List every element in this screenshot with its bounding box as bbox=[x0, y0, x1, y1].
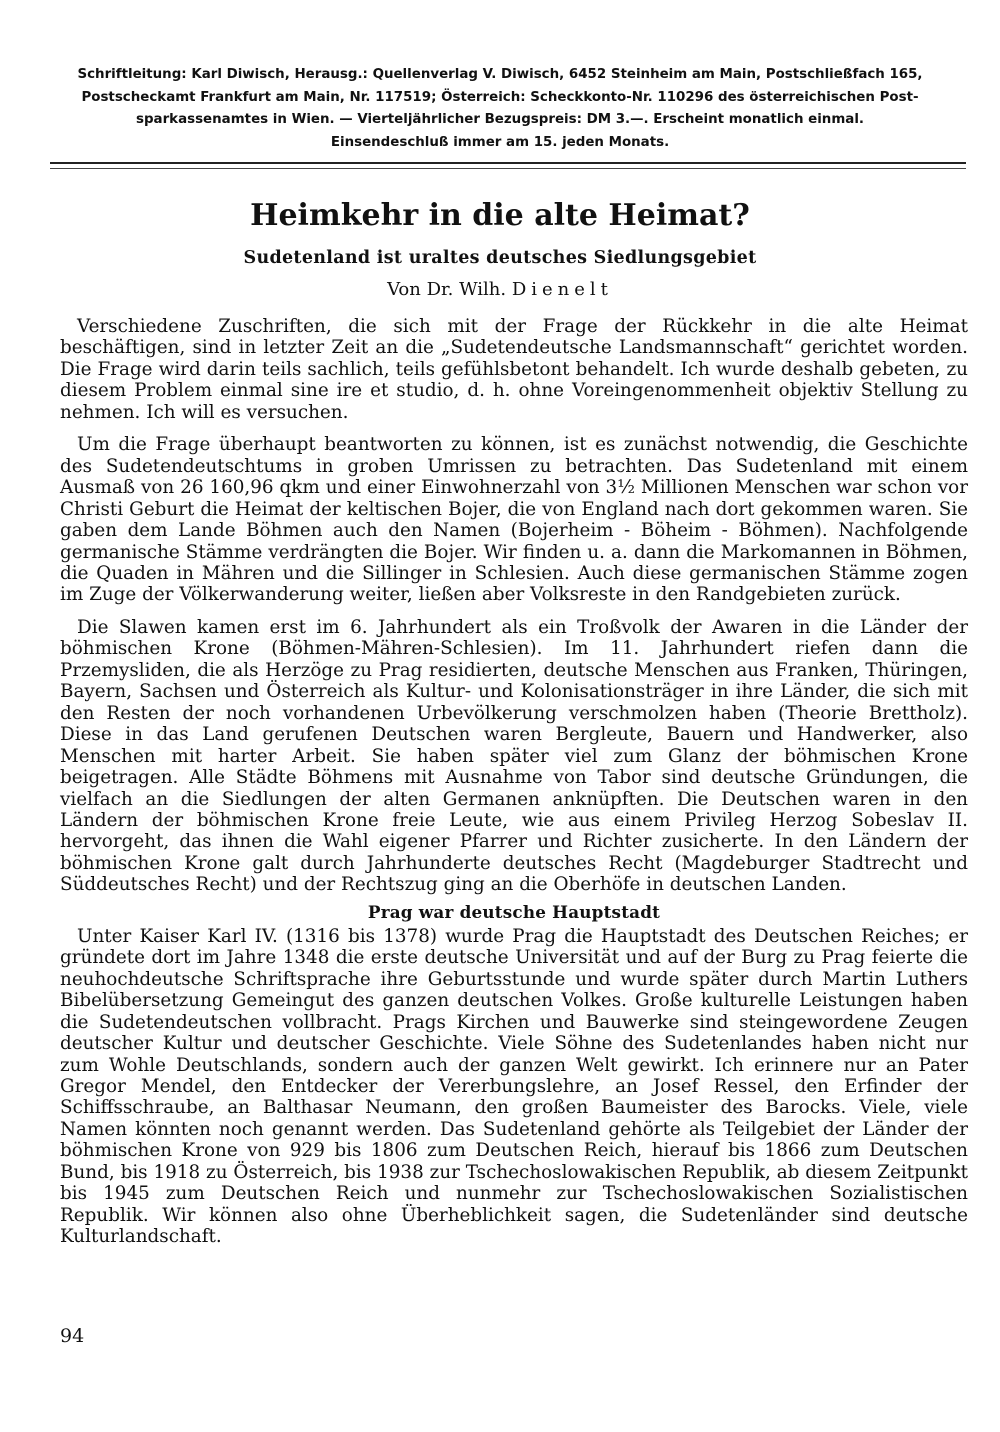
page-number: 94 bbox=[60, 1325, 85, 1347]
author-name: Dienelt bbox=[511, 279, 613, 300]
masthead-line-3: sparkassenamtes in Wien. — Vierteljährlicher Bezugspreis: DM 3.—. Erscheint monatlich einmal. bbox=[135, 112, 865, 128]
article-subtitle: Sudetenland ist uraltes deutsches Siedlungsgebiet bbox=[243, 248, 757, 268]
article-author bbox=[0, 276, 1000, 304]
masthead-line-4: Einsendeschluß immer am 15. jeden Monats. bbox=[330, 134, 670, 150]
masthead-divider-thick bbox=[50, 162, 966, 164]
masthead-divider-thin bbox=[50, 168, 966, 169]
masthead bbox=[50, 64, 950, 154]
masthead-line-1: Schriftleitung: Karl Diwisch, Herausg.: Quellenverlag V. Diwisch, 6452 Steinheim am Main, Postschließfach 165, bbox=[77, 67, 923, 82]
paragraph: Die Slawen kamen erst im 6. Jahrhundert als ein Troßvolk der Awaren in die Länder der böhmischen Krone (Böhmen-Mähren-Schlesien). Im 11. Jahrhundert riefen dann die Przemysliden, die als Herzöge zu Prag residierten, deutsche Menschen aus Franken, Thüringen, Bayern, Sachsen und Österreich als Kultur- und Kolonisationsträger in ihre Länder, die sich mit den Resten der noch vorhandenen Urbevölkerung verschmolzen haben (Theorie Brettholz). Diese in das Land gerufenen Deutschen waren Bergleute, Bauern und Handwerker, also Menschen mit harter Arbeit. Sie haben später viel zum Glanz der böhmischen Krone beigetragen. Alle Städte Böhmens mit Ausnahme von Tabor sind deutsche Gründungen, die vielfach an die Siedlungen der alten Germanen anknüpften. Die Deutschen waren in den Ländern der böhmischen Krone freie Leute, wie aus einem Privileg Herzog Sobeslav II. hervorgeht, das ihnen die Wahl eigener Pfarrer und Richter zusicherte. In den Ländern der böhmischen Krone galt durch Jahrhunderte deutsches Recht (Magdeburger Stadtrecht und Süddeutsches Recht) und der Rechtszug ging an die Oberhöfe in deutschen Landen. bbox=[60, 616, 968, 896]
paragraph: Unter Kaiser Karl IV. (1316 bis 1378) wurde Prag die Hauptstadt des Deutschen Reiches; er gründete dort im Jahre 1348 die erste deutsche Universität und auf der Burg zu Prag feierte die neuhochdeutsche Schriftsprache ihre Geburtsstunde und wurde später durch Martin Luthers Bibelübersetzung Gemeingut des ganzen deutschen Volkes. Große kulturelle Leistungen haben die Sudetendeutschen vollbracht. Prags Kirchen und Bauwerke sind steingewordene Zeugen deutscher Kultur und deutscher Geschichte. Viele Söhne des Sudetenlandes haben nicht nur zum Wohle Deutschlands, sondern auch der ganzen Welt gewirkt. Ich erinnere nur an Pater Gregor Mendel, den Entdecker der Vererbungslehre, an Josef Ressel, den Erfinder der Schiffsschraube, an Balthasar Neumann, den großen Baumeister des Barocks. Viele, viele Namen könnten noch genannt werden. Das Sudetenland gehörte als Teilgebiet der Länder der böhmischen Krone von 929 bis 1806 zum Deutschen Reich, hierauf bis 1866 zum Deutschen Bund, bis 1918 zu Österreich, bis 1938 zur Tschechoslowakischen Republik, ab diesem Zeitpunkt bis 1945 zum Deutschen Reich und nunmehr zur Tschechoslowakischen Sozialistischen Republik. Wir können also ohne Überheblichkeit sagen, die Sudetenländer sind deutsche Kulturlandschaft. bbox=[60, 925, 968, 1248]
paragraph: Um die Frage überhaupt beantworten zu können, ist es zunächst notwendig, die Geschichte des Sudetendeutschtums in groben Umrissen zu betrachten. Das Sudetenland mit einem Ausmaß von 26 160,96 qkm und einer Einwohnerzahl von 3½ Millionen Menschen war schon vor Christi Geburt die Heimat der keltischen Bojer, die von England nach dort gekommen waren. Sie gaben dem Lande Böhmen auch den Namen (Bojerheim - Böheim - Böhmen). Nachfolgende germanische Stämme verdrängten die Bojer. Wir finden u. a. dann die Markomannen in Böhmen, die Quaden in Mähren und die Sillinger in Schlesien. Auch diese germanischen Stämme zogen im Zuge der Völkerwanderung weiter, ließen aber Volksreste in den Randgebieten zurück. bbox=[60, 434, 968, 606]
section-heading: Prag war deutsche Hauptstadt bbox=[367, 901, 661, 922]
article-title: Heimkehr in die alte Heimat? bbox=[250, 198, 750, 233]
article-body bbox=[60, 316, 968, 1259]
author-prefix: Von Dr. Wilh. bbox=[387, 279, 507, 300]
paragraph: Verschiedene Zuschriften, die sich mit der Frage der Rückkehr in die alte Heimat beschäftigen, sind in letzter Zeit an die „Sudetendeutsche Landsmannschaft“ gerichtet worden. Die Frage wird darin teils sachlich, teils gefühlsbetont behandelt. Ich wurde deshalb gebeten, zu diesem Problem einmal sine ire et studio, d. h. ohne Voreingenommenheit objektiv Stellung zu nehmen. Ich will es versuchen. bbox=[60, 316, 968, 423]
masthead-line-2: Postscheckamt Frankfurt am Main, Nr. 117519; Österreich: Scheckkonto-Nr. 110296 des österreichischen Post- bbox=[81, 89, 919, 105]
